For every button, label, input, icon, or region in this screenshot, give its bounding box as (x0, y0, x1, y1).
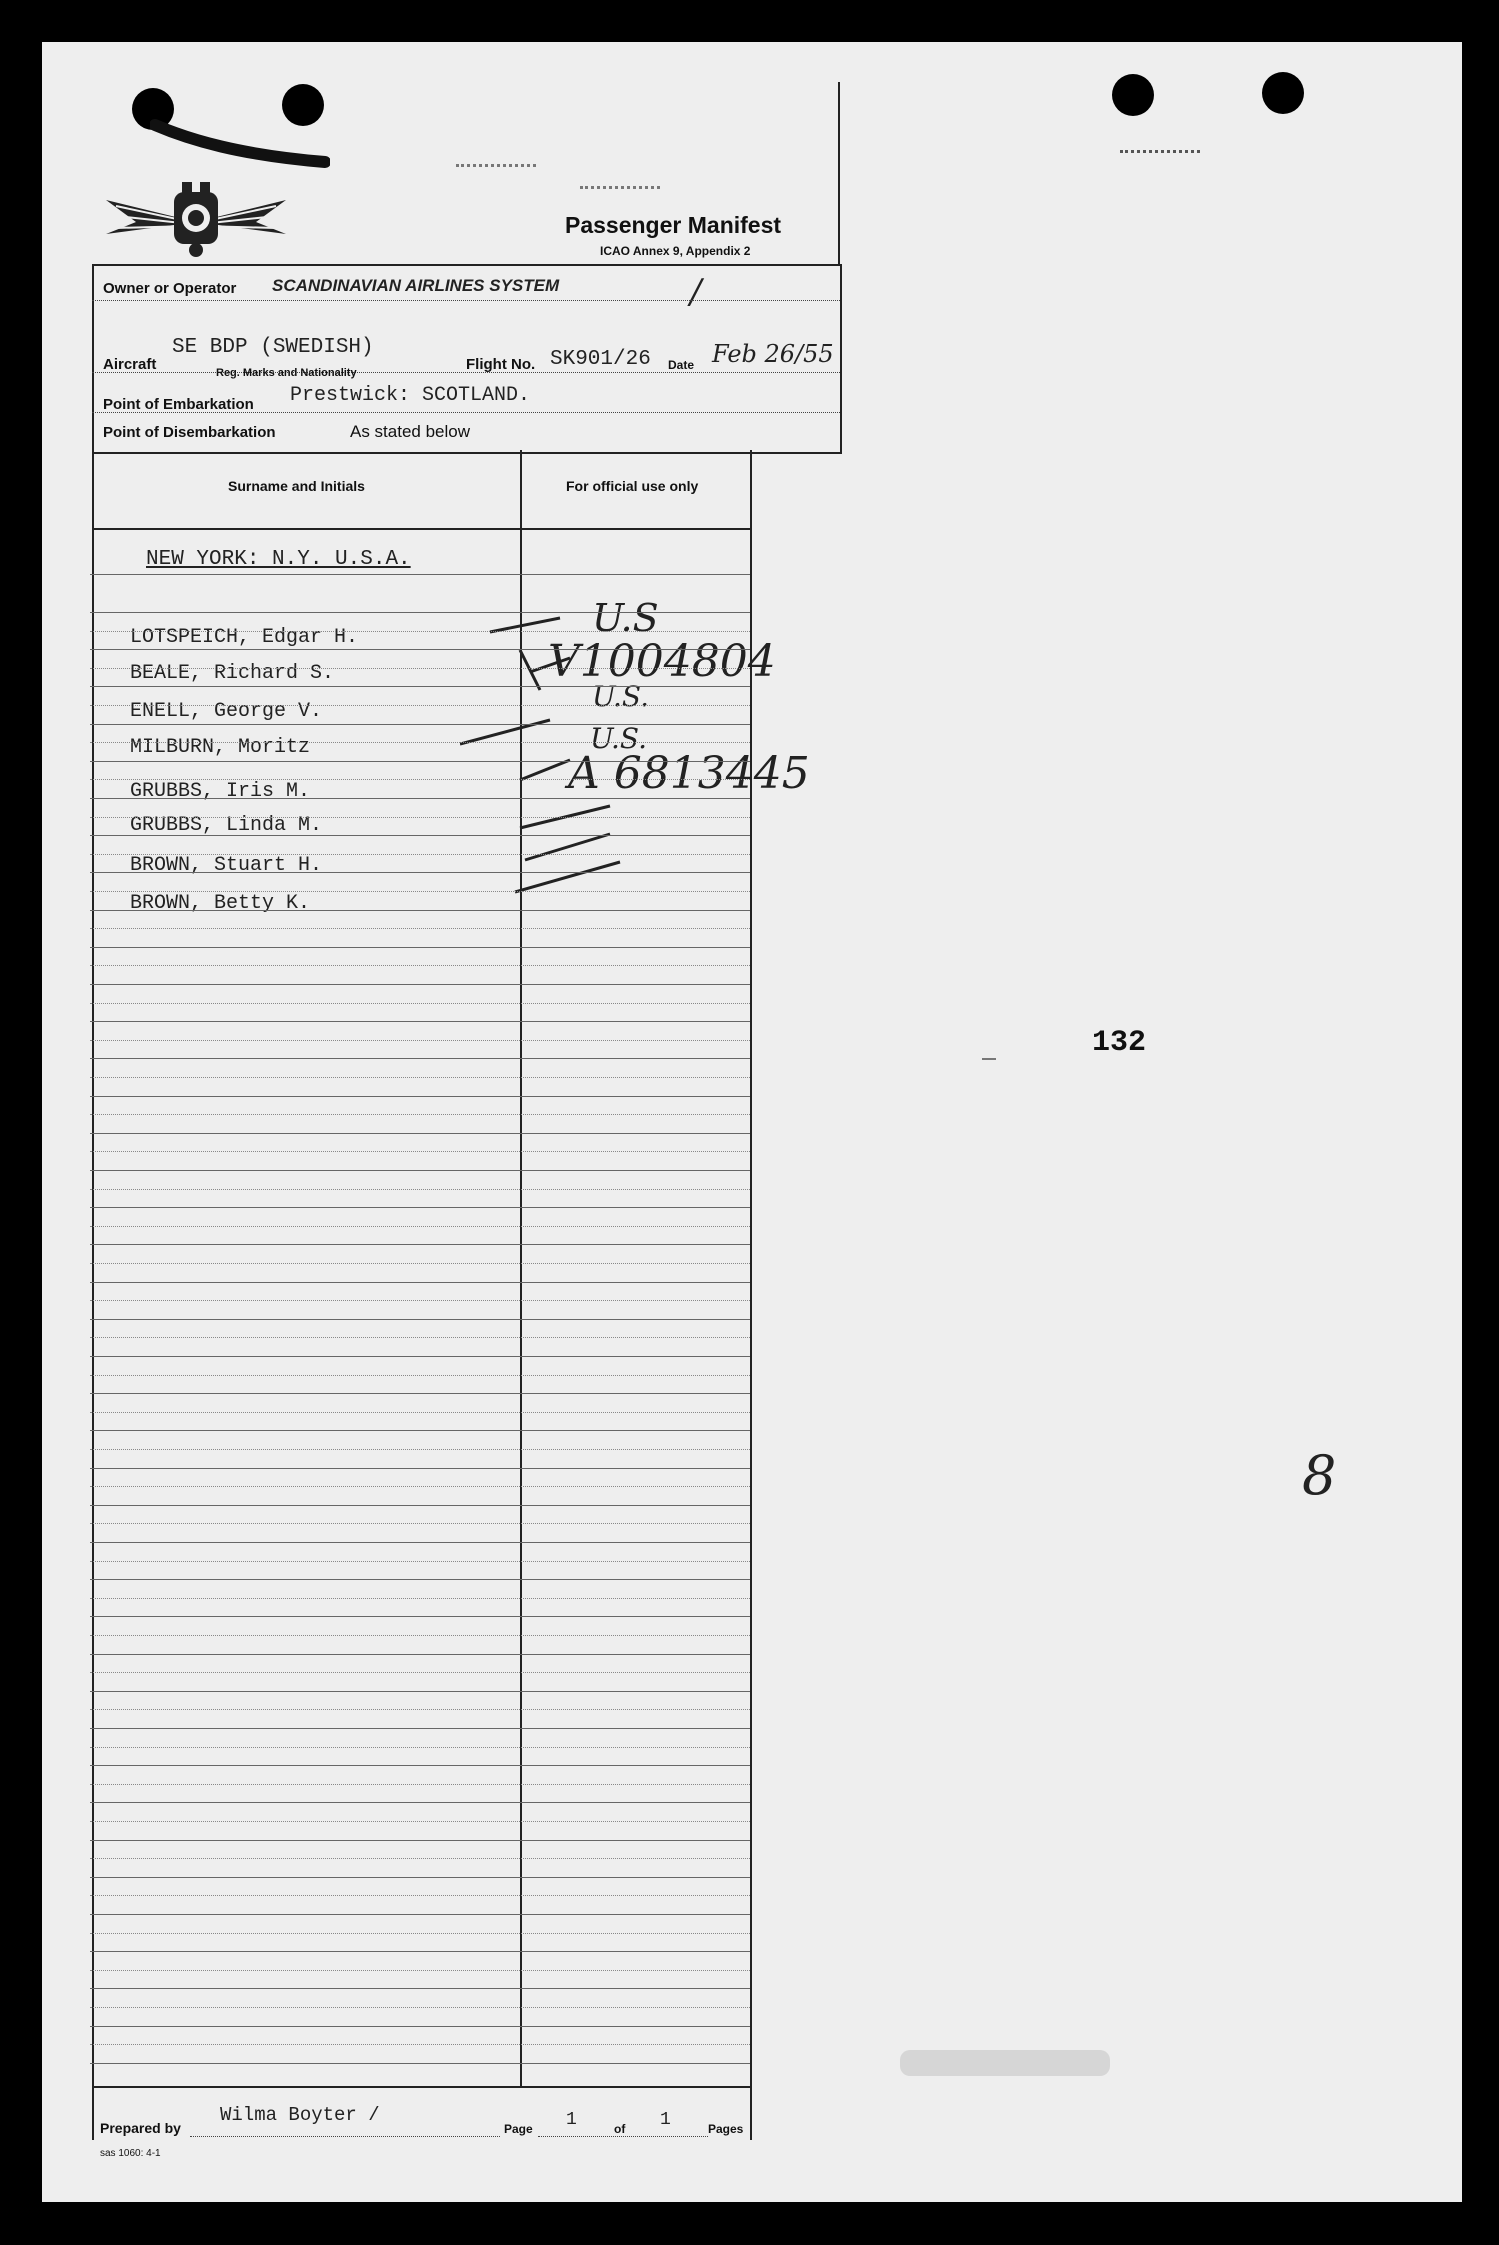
pages-label: Pages (708, 2122, 744, 2136)
manifest-subtitle: ICAO Annex 9, Appendix 2 (600, 244, 751, 258)
ink-smudge (150, 110, 330, 170)
table-rule (90, 761, 750, 762)
passenger-name: MILBURN, Moritz (130, 736, 311, 759)
table-rule (90, 1114, 750, 1115)
table-rule (90, 2063, 750, 2064)
official-mark-us: U.S. (592, 680, 650, 713)
table-rule (90, 1375, 750, 1376)
table-rule (90, 2007, 750, 2008)
owner-mark: / (690, 272, 702, 312)
table-rule (90, 2026, 750, 2027)
official-mark-visa: A 6813445 (568, 748, 810, 799)
date-label: Date (668, 358, 695, 372)
page-line (538, 2136, 708, 2137)
table-rule (90, 1151, 750, 1152)
passenger-name: BROWN, Stuart H. (130, 854, 323, 877)
table-rule (90, 1616, 750, 1617)
table-rule (90, 1263, 750, 1264)
table-rule (90, 1021, 750, 1022)
table-rule (90, 1430, 750, 1431)
faint-dots (1120, 150, 1200, 153)
table-rule (90, 872, 750, 873)
table-rule (90, 1691, 750, 1692)
manifest-title: Passenger Manifest (565, 212, 782, 238)
table-rule (90, 705, 750, 706)
table-rule (90, 1579, 750, 1580)
header-bottom-rule (92, 528, 752, 530)
aircraft-sublabel: Reg. Marks and Nationality (216, 367, 357, 379)
table-rule (90, 1096, 750, 1097)
table-rule (90, 1933, 750, 1934)
table-rule (90, 965, 750, 966)
table-rule (90, 1077, 750, 1078)
table-rule (90, 835, 750, 836)
table-rule (90, 1542, 750, 1543)
table-rule (90, 779, 750, 780)
faint-dots (456, 164, 536, 167)
table-rule (90, 1802, 750, 1803)
table-rule (90, 1821, 750, 1822)
table-rule (90, 1784, 750, 1785)
passenger-name: BROWN, Betty K. (130, 892, 311, 915)
aircraft-value: SE BDP (SWEDISH) (172, 336, 374, 359)
table-rule (90, 1877, 750, 1878)
passenger-name: BEALE, Richard S. (130, 662, 335, 685)
table-rule (90, 686, 750, 687)
aircraft-label: Aircraft (103, 356, 157, 373)
table-rule (90, 1337, 750, 1338)
table-rule (90, 742, 750, 743)
owner-value: SCANDINAVIAN AIRLINES SYSTEM (272, 276, 560, 295)
table-rule (90, 984, 750, 985)
official-mark-us: U.S. (590, 722, 648, 755)
footer-top-rule (92, 2086, 752, 2088)
table-rule (90, 1207, 750, 1208)
table-rule (90, 1895, 750, 1896)
of-value: 1 (660, 2110, 671, 2130)
table-rule (90, 1003, 750, 1004)
table-rule (90, 1505, 750, 1506)
table-rule (90, 1282, 750, 1283)
flight-label: Flight No. (466, 356, 536, 373)
table-rule (90, 1635, 750, 1636)
passenger-name: GRUBBS, Iris M. (130, 780, 311, 803)
table-rule (90, 1486, 750, 1487)
faint-dots (580, 186, 660, 189)
table-rule (90, 798, 750, 799)
stamp-number: 132 (1092, 1026, 1147, 1060)
passenger-name: ENELL, George V. (130, 700, 323, 723)
table-rule (90, 1914, 750, 1915)
faint-dash (982, 1058, 996, 1060)
punch-hole (1262, 72, 1304, 114)
column-header-official: For official use only (566, 478, 699, 494)
table-rule (90, 1393, 750, 1394)
passenger-name: LOTSPEICH, Edgar H. (130, 626, 359, 649)
table-rule (90, 2044, 750, 2045)
table-rule (90, 928, 750, 929)
form-code: sas 1060: 4-1 (100, 2148, 161, 2159)
of-label: of (614, 2122, 626, 2136)
table-rule (90, 1858, 750, 1859)
disembarkation-value: As stated below (350, 422, 471, 441)
header-box-right-top (838, 82, 840, 266)
table-right-border (750, 450, 752, 2140)
owner-label: Owner or Operator (103, 280, 237, 297)
table-rule (90, 1412, 750, 1413)
official-mark-us: U.S (592, 596, 659, 640)
disembarkation-label: Point of Disembarkation (103, 424, 276, 441)
destination-rule (90, 574, 750, 575)
aircraft-line (92, 372, 840, 373)
table-rule (90, 724, 750, 725)
table-rule (90, 1319, 750, 1320)
table-rule (90, 1672, 750, 1673)
embarkation-line (92, 412, 840, 413)
table-rule (90, 1058, 750, 1059)
table-rule (90, 1840, 750, 1841)
flight-value: SK901/26 (550, 348, 651, 371)
table-rule (90, 947, 750, 948)
table-rule (90, 1598, 750, 1599)
page-value: 1 (566, 2110, 577, 2130)
table-rule (90, 1189, 750, 1190)
table-rule (90, 1709, 750, 1710)
table-rule (90, 1226, 750, 1227)
table-rule (90, 1170, 750, 1171)
table-rule (90, 1356, 750, 1357)
table-rule (90, 1970, 750, 1971)
embarkation-value: Prestwick: SCOTLAND. (290, 384, 531, 407)
faint-smudge (900, 2050, 1110, 2076)
official-mark-visa: V1004804 (548, 636, 776, 687)
table-rule (90, 1561, 750, 1562)
table-rule (90, 1244, 750, 1245)
table-rule (90, 854, 750, 855)
table-rule (90, 1951, 750, 1952)
table-rule (90, 668, 750, 669)
table-rule (90, 817, 750, 818)
table-rule (90, 1728, 750, 1729)
table-rule (90, 910, 750, 911)
column-header-names: Surname and Initials (228, 478, 365, 494)
airline-logo-icon (96, 182, 296, 260)
table-rule (90, 1300, 750, 1301)
prepared-by-value: Wilma Boyter / (220, 2104, 380, 2126)
table-rule (90, 1765, 750, 1766)
table-rule (90, 1449, 750, 1450)
table-rule (90, 1133, 750, 1134)
side-mark: 8 (1302, 1444, 1337, 1507)
table-rule (90, 1747, 750, 1748)
table-rule (90, 1523, 750, 1524)
table-rule (90, 891, 750, 892)
embarkation-label: Point of Embarkation (103, 396, 254, 413)
table-rule (90, 631, 750, 632)
prepared-by-line (190, 2136, 500, 2137)
table-rule (90, 1040, 750, 1041)
punch-hole (1112, 74, 1154, 116)
page-label: Page (504, 2122, 533, 2136)
table-rule (90, 1654, 750, 1655)
table-rule (90, 1468, 750, 1469)
destination: NEW YORK: N.Y. U.S.A. (146, 548, 411, 571)
table-rule (90, 1988, 750, 1989)
date-value: Feb 26/55 (712, 340, 834, 368)
prepared-by-label: Prepared by (100, 2120, 181, 2136)
table-rule (90, 649, 750, 650)
table-rule (90, 612, 750, 613)
passenger-name: GRUBBS, Linda M. (130, 814, 323, 837)
owner-line (92, 300, 840, 301)
